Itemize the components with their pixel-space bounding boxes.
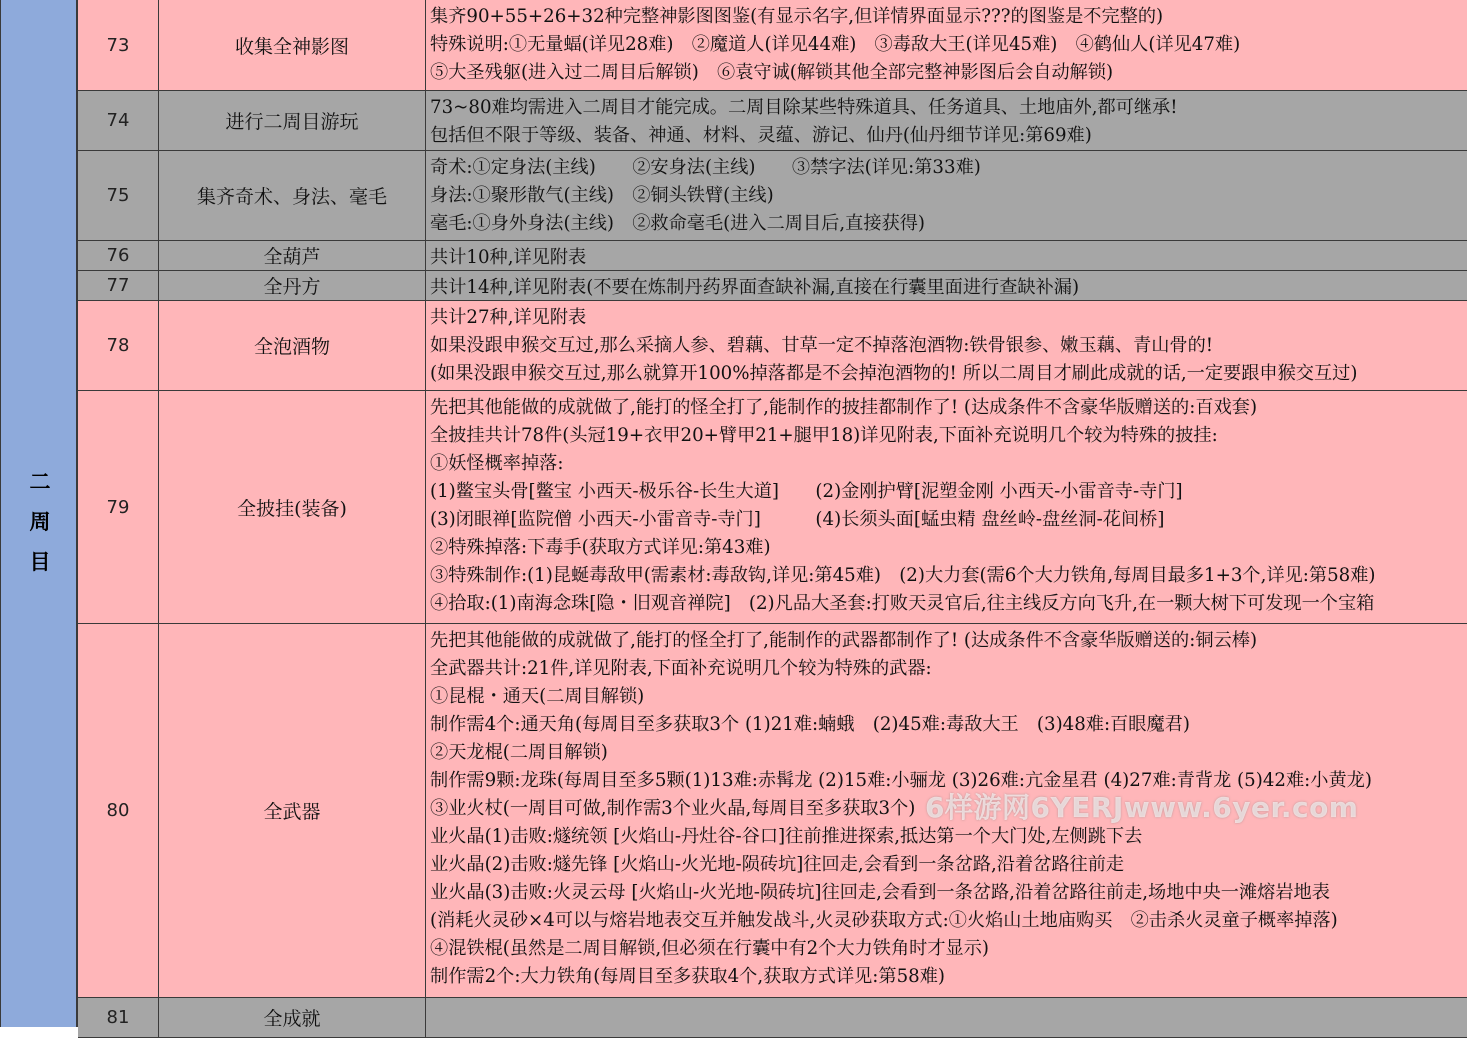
table-row (78, 0, 1467, 91)
row-number: 81 (78, 998, 159, 1037)
description-line: 如果没跟申猴交互过,那么采摘人参、碧藕、甘草一定不掉落泡酒物:铁骨银参、嫩玉藕、青山骨的! (430, 335, 1214, 356)
row-number: 75 (78, 151, 159, 240)
achievement-description (426, 998, 1467, 1037)
description-line: 全披挂共计78件(头冠19+衣甲20+臂甲21+腿甲18)详见附表,下面补充说明几个较为特殊的披挂: (430, 425, 1218, 446)
achievement-name: 集齐奇术、身法、毫毛 (159, 151, 426, 240)
description-line: (消耗火灵砂×4可以与熔岩地表交互并触发战斗,火灵砂获取方式:①火焰山土地庙购买 ②击杀火灵童子概率掉落) (430, 910, 1338, 931)
table-row (78, 151, 1467, 241)
row-number: 77 (78, 271, 159, 300)
table-row (78, 271, 1467, 301)
achievement-name: 全丹方 (159, 271, 426, 300)
description-line: 共计27种,详见附表 (430, 307, 587, 328)
description-line: 制作需2个:大力铁角(每周目至多获取4个,获取方式详见:第58难) (430, 966, 946, 987)
table-row (78, 241, 1467, 271)
section-label (1, 462, 79, 582)
section-label-char: 周 (29, 509, 51, 534)
description-line: (如果没跟申猴交互过,那么就算开100%掉落都是不会掉泡酒物的! 所以二周目才刷此成就的话,一定要跟申猴交互过) (430, 363, 1358, 384)
row-number: 79 (78, 391, 159, 623)
description-line: ④混铁棍(虽然是二周目解锁,但必须在行囊中有2个大力铁角时才显示) (430, 938, 989, 959)
table-row (78, 998, 1467, 1038)
description-line: ②特殊掉落:下毒手(获取方式详见:第43难) (430, 537, 771, 558)
description-line: (3)闭眼禅[监院僧 小西天-小雷音寺-寺门] (4)长须头面[蜢虫精 盘丝岭-盘丝洞-花间桥] (430, 509, 1165, 530)
description-line: 先把其他能做的成就做了,能打的怪全打了,能制作的披挂都制作了! (达成条件不含豪华版赠送的:百戏套) (430, 397, 1258, 418)
description-line: ①妖怪概率掉落: (430, 453, 564, 474)
achievement-description (426, 391, 1467, 623)
achievement-name: 收集全神影图 (159, 0, 426, 90)
row-number: 74 (78, 91, 159, 150)
achievement-name: 全披挂(装备) (159, 391, 426, 623)
description-line: (1)鳖宝头骨[鳖宝 小西天-极乐谷-长生大道] (2)金刚护臂[泥塑金刚 小西天-小雷音寺-寺门] (430, 481, 1183, 502)
row-number: 78 (78, 301, 159, 390)
description-line: ①昆棍・通天(二周目解锁) (430, 686, 645, 707)
description-line: 全武器共计:21件,详见附表,下面补充说明几个较为特殊的武器: (430, 658, 932, 679)
description-line: ③特殊制作:(1)昆蜒毒敌甲(需素材:毒敌钩,详见:第45难) (2)大力套(需6个大力铁角,每周目最多1+3个,详见:第58难) (430, 565, 1376, 586)
description-line: 制作需9颗:龙珠(每周目至多5颗(1)13难:赤髯龙 (2)15难:小骊龙 (3)26难:亢金星君 (4)27难:青背龙 (5)42难:小黄龙) (430, 770, 1372, 791)
achievement-description (426, 241, 1467, 270)
description-line: 集齐90+55+26+32种完整神影图图鉴(有显示名字,但详情界面显示???的图鉴是不完整的) (430, 6, 1164, 27)
description-line: 先把其他能做的成就做了,能打的怪全打了,能制作的武器都制作了! (达成条件不含豪华版赠送的:铜云棒) (430, 630, 1258, 651)
description-line: ⑤大圣残躯(进入过二周目后解锁) ⑥袁守诚(解锁其他全部完整神影图后会自动解锁) (430, 62, 1114, 83)
description-line: ④拾取:(1)南海念珠[隐・旧观音禅院] (2)凡品大圣套:打败天灵官后,往主线反方向飞升,在一颗大树下可发现一个宝箱 (430, 593, 1375, 614)
description-line: 身法:①聚形散气(主线) ②铜头铁臂(主线) (430, 185, 774, 206)
achievement-name: 进行二周目游玩 (159, 91, 426, 150)
description-line: ③业火杖(一周目可做,制作需3个业火晶,每周目至多获取3个) (430, 798, 916, 819)
description-line: ②天龙棍(二周目解锁) (430, 742, 608, 763)
description-line: 制作需4个:通天角(每周目至多获取3个 (1)21难:蝻蛾 (2)45难:毒敌大王 (3)48难:百眼魔君) (430, 714, 1190, 735)
description-line: 毫毛:①身外身法(主线) ②救命毫毛(进入二周目后,直接获得) (430, 213, 925, 234)
description-line: 特殊说明:①无量蝠(详见28难) ②魔道人(详见44难) ③毒敌大王(详见45难) ④鹤仙人(详见47难) (430, 34, 1241, 55)
section-label-char: 二 (29, 469, 51, 494)
description-line: 73~80难均需进入二周目才能完成。二周目除某些特殊道具、任务道具、土地庙外,都可继承! (430, 97, 1178, 118)
achievement-description (426, 151, 1467, 240)
achievement-description (426, 301, 1467, 390)
description-line: 业火晶(2)击败:燧先锋 [火焰山-火光地-陨砖坑]往回走,会看到一条岔路,沿着岔路往前走 (430, 854, 1125, 875)
table-row (78, 391, 1467, 624)
description-line: 业火晶(1)击败:燧统领 [火焰山-丹灶谷-谷口]往前推进探索,抵达第一个大门处,左侧跳下去 (430, 826, 1143, 847)
achievement-name: 全武器 (159, 624, 426, 997)
description-line: 奇术:①定身法(主线) ②安身法(主线) ③禁字法(详见:第33难) (430, 157, 981, 178)
achievement-name: 全成就 (159, 998, 426, 1037)
achievement-description (426, 0, 1467, 90)
achievement-description (426, 271, 1467, 300)
watermark: 6样游网6YERJwww.6yer.com (925, 791, 1359, 824)
row-number: 80 (78, 624, 159, 997)
section-column (0, 0, 78, 1027)
row-number: 76 (78, 241, 159, 270)
description-line: 包括但不限于等级、装备、神通、材料、灵蕴、游记、仙丹(仙丹细节详见:第69难) (430, 125, 1092, 146)
section-label-char: 目 (29, 549, 51, 574)
description-line: 共计10种,详见附表 (430, 247, 587, 268)
table-row (78, 91, 1467, 151)
achievement-name: 全葫芦 (159, 241, 426, 270)
achievement-description (426, 91, 1467, 150)
description-line: 共计14种,详见附表(不要在炼制丹药界面查缺补漏,直接在行囊里面进行查缺补漏) (430, 277, 1080, 298)
description-line: 业火晶(3)击败:火灵云母 [火焰山-火光地-陨砖坑]往回走,会看到一条岔路,沿着岔路往前走,场地中央一滩熔岩地表 (430, 882, 1330, 903)
table-row (78, 301, 1467, 391)
row-number: 73 (78, 0, 159, 90)
achievement-name: 全泡酒物 (159, 301, 426, 390)
